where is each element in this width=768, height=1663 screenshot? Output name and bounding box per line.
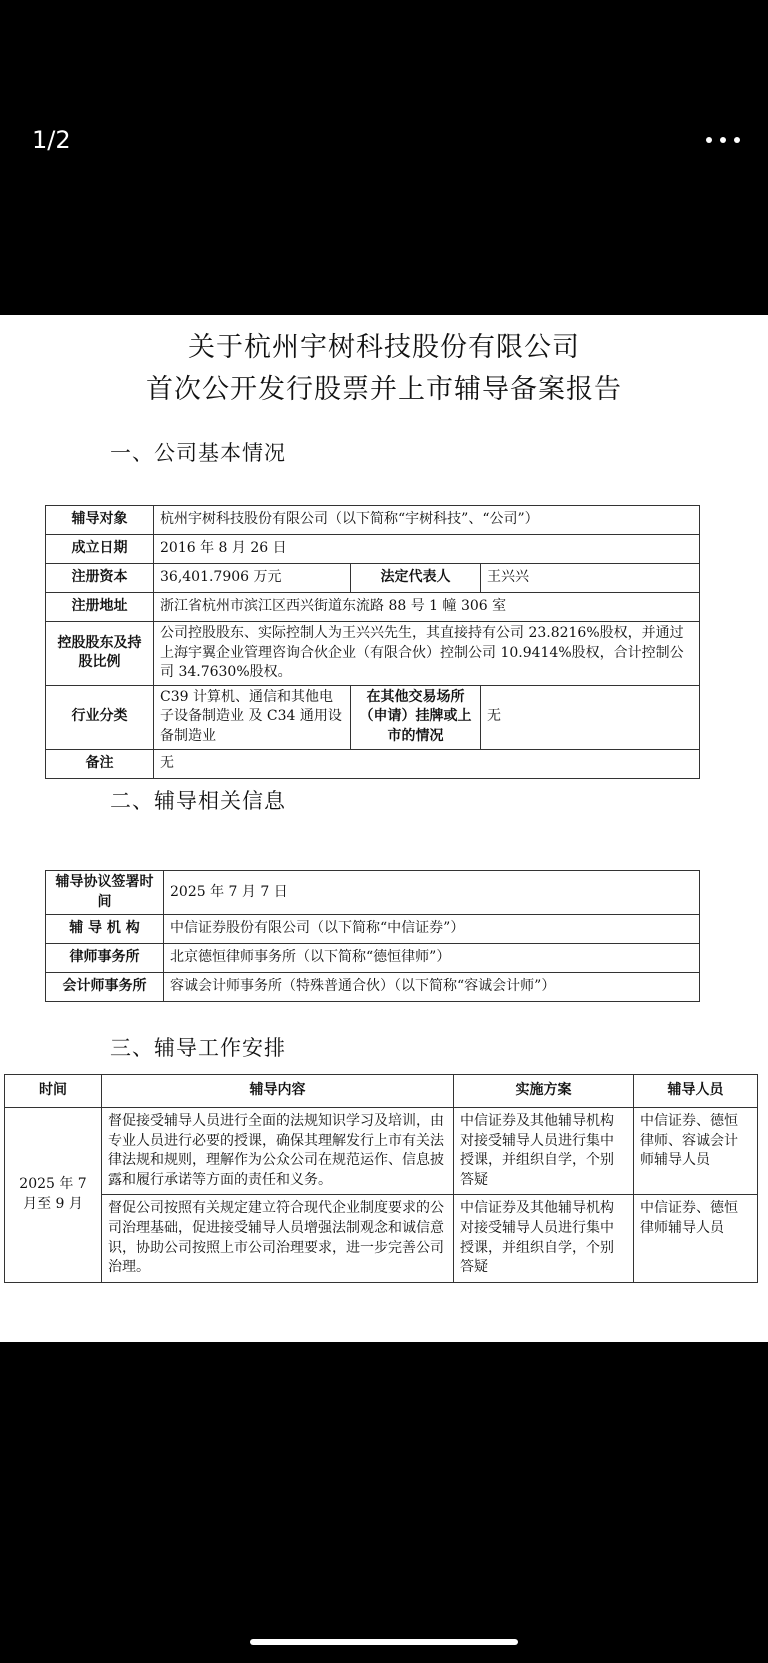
- header-content: 辅导内容: [102, 1075, 454, 1108]
- doc-title-line2: 首次公开发行股票并上市辅导备案报告: [146, 374, 622, 405]
- shareholder-value: 公司控股股东、实际控制人为王兴兴先生，其直接持有公司 23.8216%股权，并通过上海宇翼企业管理咨询合伙企业（有限合伙）控制公司 10.9414%股权，合计控制公司 34.7630%股权。: [154, 622, 700, 686]
- target-label: 辅导对象: [46, 506, 154, 535]
- law-firm-value: 北京德恒律师事务所（以下简称“德恒律师”）: [164, 944, 700, 973]
- target-value: 杭州宇树科技股份有限公司（以下简称“宇树科技”、“公司”）: [154, 506, 700, 535]
- document-page: [0, 315, 768, 1342]
- founded-value: 2016 年 8 月 26 日: [154, 535, 700, 564]
- table-header-row: [5, 1075, 758, 1108]
- schedule-time: 2025 年 7 月至 9 月: [5, 1108, 102, 1283]
- home-indicator[interactable]: [250, 1639, 518, 1645]
- accounting-label: 会计师事务所: [46, 973, 164, 1002]
- law-firm-label: 律师事务所: [46, 944, 164, 973]
- other-listing-label: 在其他交易场所（申请）挂牌或上市的情况: [351, 685, 481, 749]
- address-value: 浙江省杭州市滨江区西兴街道东流路 88 号 1 幢 306 室: [154, 593, 700, 622]
- table-row: [46, 535, 700, 564]
- schedule-staff: 中信证券、德恒律师、容诚会计师辅导人员: [634, 1108, 758, 1195]
- table-row: [46, 915, 700, 944]
- agreement-label: 辅导协议签署时间: [46, 871, 164, 915]
- table-row: [5, 1195, 758, 1282]
- page-counter: 1/2: [32, 126, 71, 154]
- other-listing-value: 无: [481, 685, 700, 749]
- agreement-value: 2025 年 7 月 7 日: [164, 871, 700, 915]
- address-label: 注册地址: [46, 593, 154, 622]
- remark-value: 无: [154, 749, 700, 778]
- table-row: [46, 973, 700, 1002]
- schedule-staff: 中信证券、德恒律师辅导人员: [634, 1195, 758, 1282]
- table-row: [46, 749, 700, 778]
- remark-label: 备注: [46, 749, 154, 778]
- shareholder-label: 控股股东及持股比例: [46, 622, 154, 686]
- tutoring-info-table: [45, 870, 700, 1002]
- table-row: [46, 593, 700, 622]
- table-row: [46, 564, 700, 593]
- company-info-table: [45, 505, 700, 779]
- section3-heading: 三、辅导工作安排: [110, 1036, 286, 1060]
- industry-value: C39 计算机、通信和其他电子设备制造业 及 C34 通用设备制造业: [154, 685, 351, 749]
- work-schedule-table: [4, 1074, 758, 1283]
- schedule-content: 督促公司按照有关规定建立符合现代企业制度要求的公司治理基础，促进接受辅导人员增强法制观念和诚信意识，协助公司按照上市公司治理要求，进一步完善公司治理。: [102, 1195, 454, 1282]
- founded-label: 成立日期: [46, 535, 154, 564]
- schedule-plan: 中信证券及其他辅导机构对接受辅导人员进行集中授课，并组织自学，个别答疑: [454, 1195, 634, 1282]
- table-row: [46, 944, 700, 973]
- institution-value: 中信证券股份有限公司（以下简称“中信证券”）: [164, 915, 700, 944]
- section2-heading: 二、辅导相关信息: [110, 789, 286, 813]
- institution-label: 辅 导 机 构: [46, 915, 164, 944]
- legal-rep-value: 王兴兴: [481, 564, 700, 593]
- viewer-top-bar: [0, 0, 768, 315]
- table-row: [46, 506, 700, 535]
- capital-value: 36,401.7906 万元: [154, 564, 351, 593]
- accounting-value: 容诚会计师事务所（特殊普通合伙）（以下简称“容诚会计师”）: [164, 973, 700, 1002]
- doc-title-line1: 关于杭州宇树科技股份有限公司: [188, 332, 580, 363]
- header-staff: 辅导人员: [634, 1075, 758, 1108]
- section1-heading: 一、公司基本情况: [110, 441, 286, 465]
- schedule-plan: 中信证券及其他辅导机构对接受辅导人员进行集中授课，并组织自学，个别答疑: [454, 1108, 634, 1195]
- industry-label: 行业分类: [46, 685, 154, 749]
- capital-label: 注册资本: [46, 564, 154, 593]
- more-dots-icon[interactable]: [696, 120, 750, 160]
- table-row: [46, 622, 700, 686]
- table-row: [46, 871, 700, 915]
- header-time: 时间: [5, 1075, 102, 1108]
- table-row: [46, 685, 700, 749]
- legal-rep-label: 法定代表人: [351, 564, 481, 593]
- header-plan: 实施方案: [454, 1075, 634, 1108]
- schedule-content: 督促接受辅导人员进行全面的法规知识学习及培训，由专业人员进行必要的授课，确保其理解发行上市有关法律法规和规则，理解作为公众公司在规范运作、信息披露和履行承诺等方面的责任和义务。: [102, 1108, 454, 1195]
- table-row: [5, 1108, 758, 1195]
